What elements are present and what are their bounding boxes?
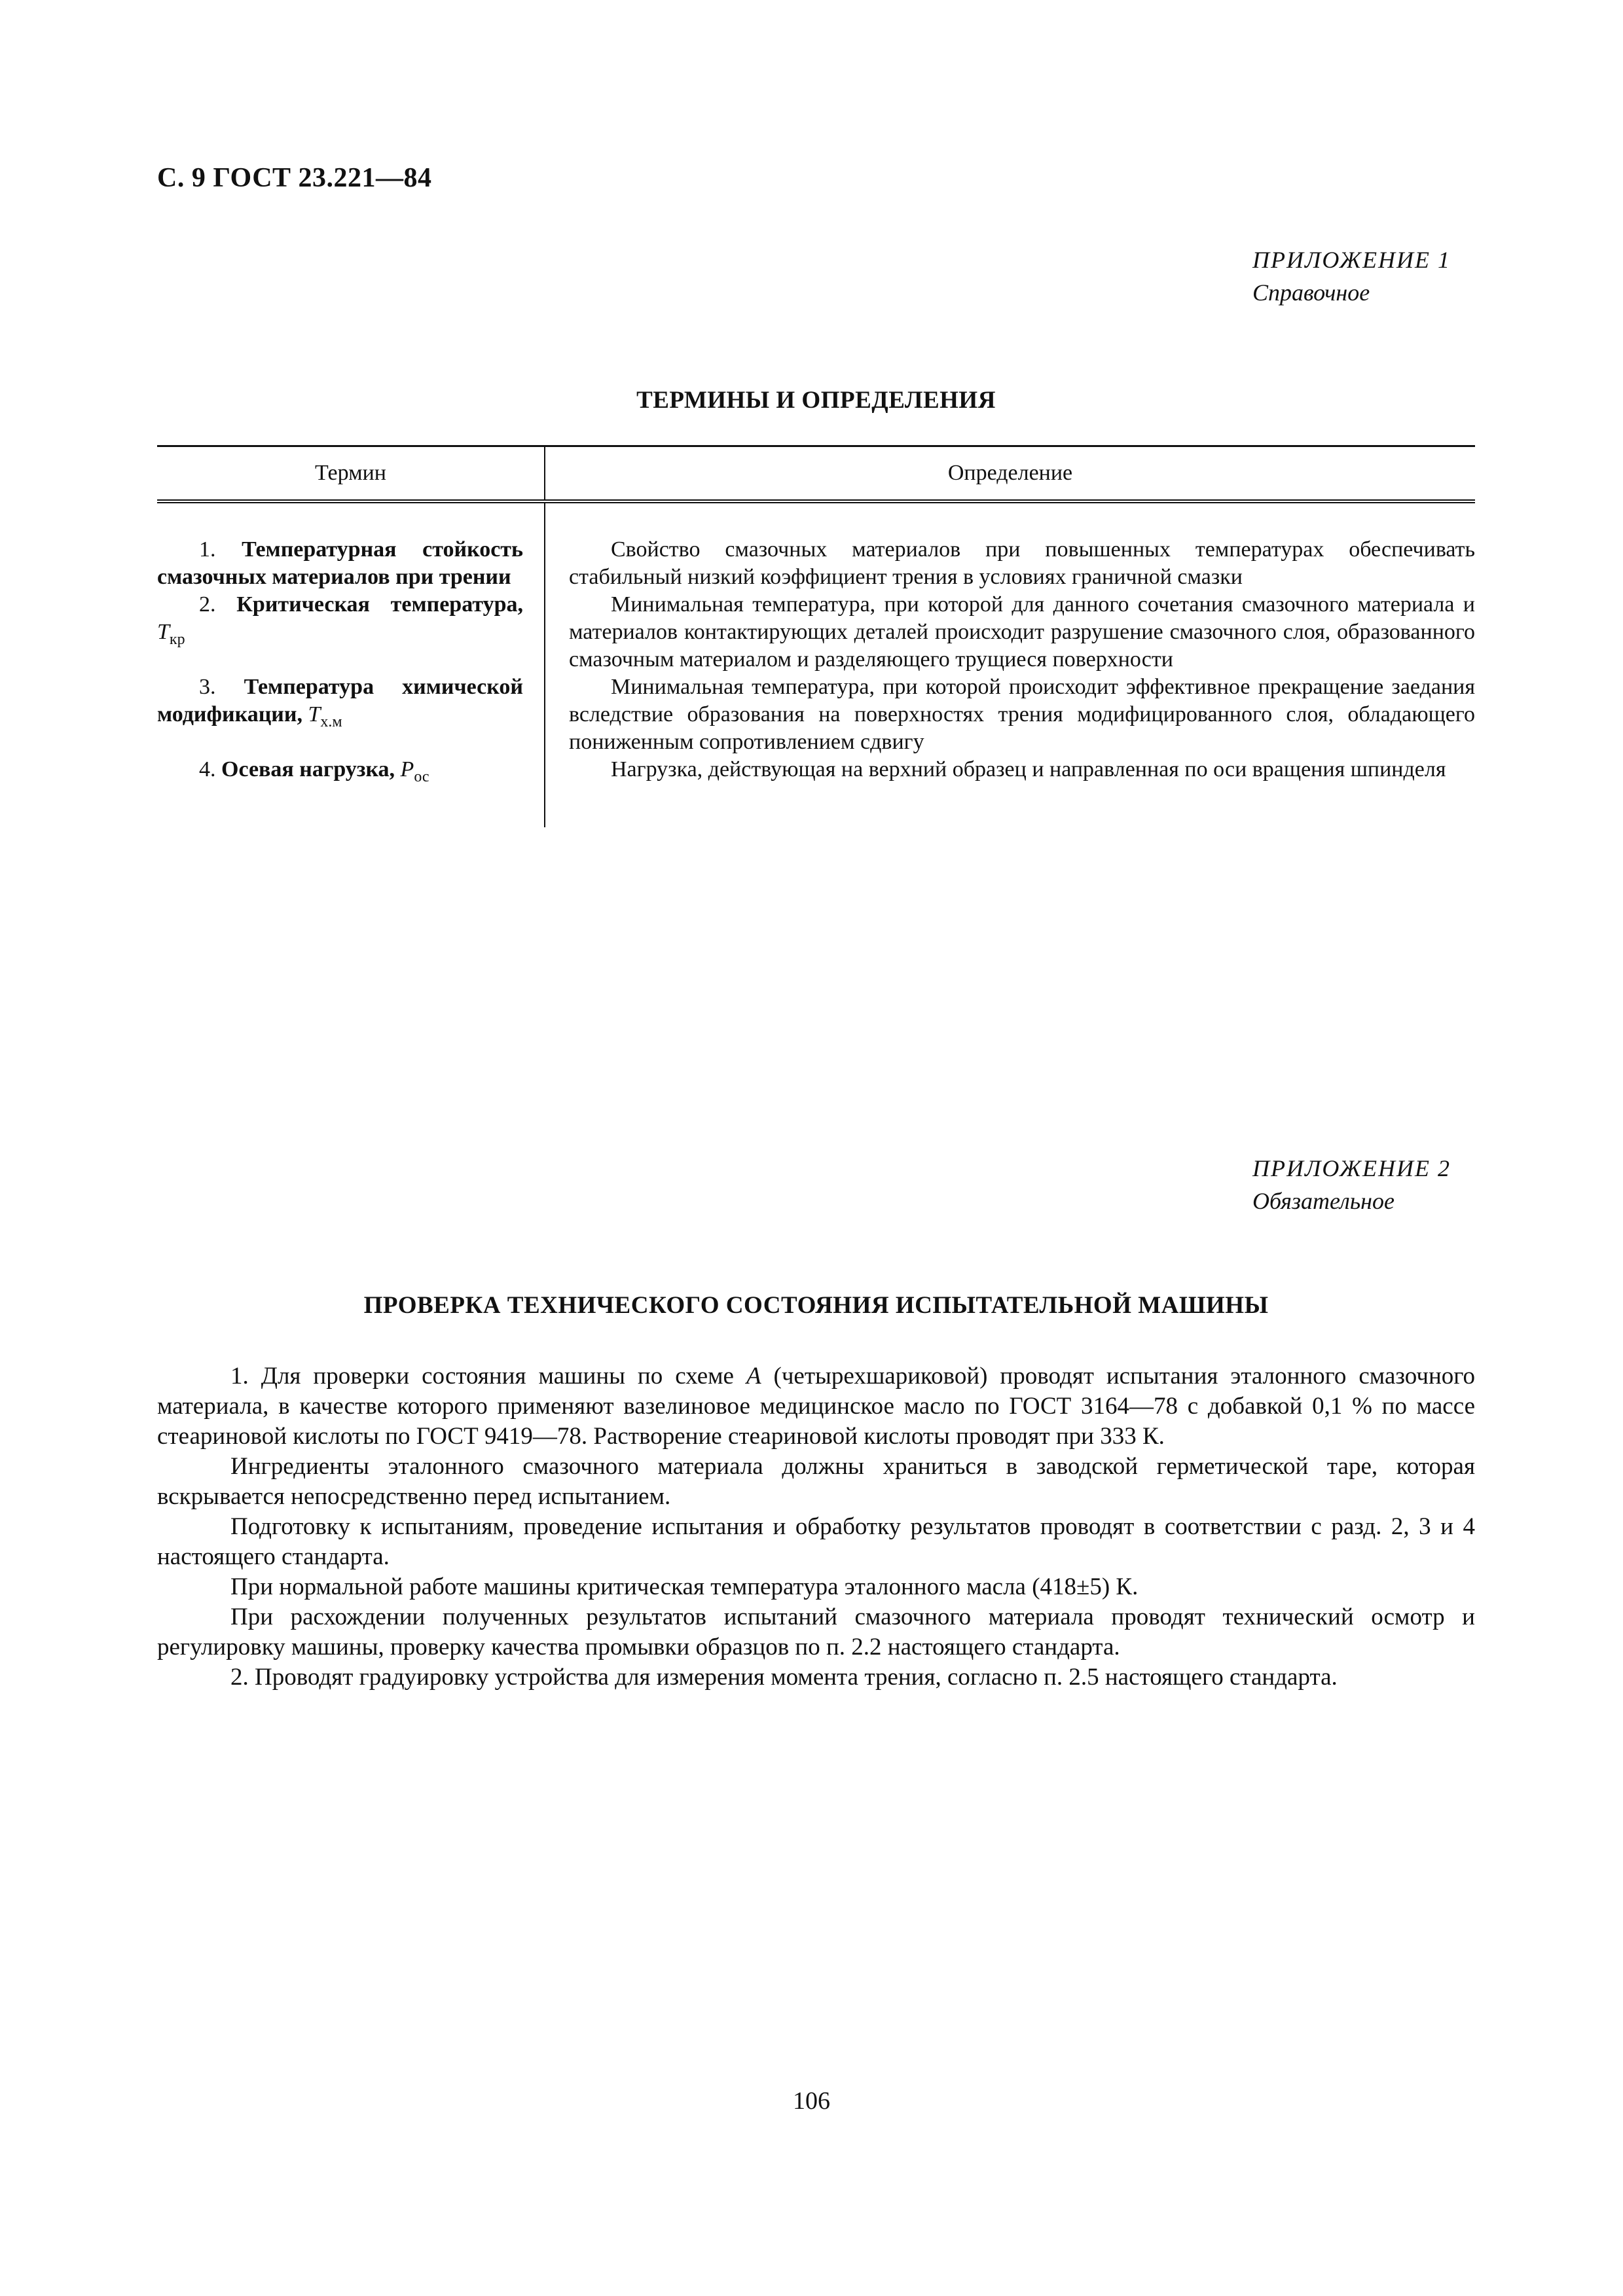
paragraph: Ингредиенты эталонного смазочного материала должны храниться в заводской герметической таре, которая вскрывается непосредственно перед испытанием.: [157, 1453, 1475, 1510]
term-symbol-subscript: х.м: [320, 713, 342, 730]
paragraph: 1. Для проверки состояния машины по схеме А (четырехшариковой) проводят испытания эталонного смазочного материала, в качестве которого применяют вазелиновое медицинское масло по ГОСТ 3164—78 с добавкой 0,1 % по массе стеариновой кислоты по ГОСТ 9419—78. Растворение стеариновой кислоты проводят при 333 К.: [157, 1363, 1475, 1450]
definition-cell: [545, 756, 1475, 827]
definition-cell: [545, 673, 1475, 756]
appendix-1-kind: Справочное: [1252, 279, 1370, 306]
appendix-1-label: ПРИЛОЖЕНИЕ 1: [1252, 247, 1451, 273]
appendix-2-label: ПРИЛОЖЕНИЕ 2: [1252, 1155, 1451, 1181]
term-cell: [157, 591, 545, 673]
definition-cell: [545, 591, 1475, 673]
term-text: Температура химической модификации,: [157, 675, 523, 726]
definition-text: Свойство смазочных материалов при повышенных температурах обеспечивать стабильный низкий коэффициент трения в условиях граничной смазки: [569, 537, 1475, 589]
definition-text: Минимальная температура, при которой происходит эффективное прекращение заедания вследствие образования на поверхностях трения модифицированного слоя, обладающего пониженным сопротивлением сдвигу: [569, 675, 1475, 754]
term-cell: [157, 501, 545, 591]
paragraph: 2. Проводят градуировку устройства для измерения момента трения, согласно п. 2.5 настоящего стандарта.: [230, 1664, 1338, 1691]
paragraph: При расхождении полученных результатов испытаний смазочного материала проводят технический осмотр и регулировку машины, проверку качества промывки образцов по п. 2.2 настоящего стандарта.: [157, 1604, 1475, 1660]
table-row: [157, 501, 1475, 591]
term-symbol-subscript: ос: [414, 768, 429, 785]
term-text: Осевая нагрузка,: [221, 757, 395, 781]
machine-check-body: [157, 1361, 1475, 1693]
machine-check-title: ПРОВЕРКА ТЕХНИЧЕСКОГО СОСТОЯНИЯ ИСПЫТАТЕЛЬНОЙ МАШИНЫ: [363, 1292, 1269, 1319]
term-cell: [157, 756, 545, 827]
definition-text: Минимальная температура, при которой для данного сочетания смазочного материала и материалов контактирующих деталей происходит разрушение смазочного слоя, образованного смазочным материалом и разделяющего трущиеся поверхности: [569, 592, 1475, 672]
column-header-definition: Определение: [545, 446, 1475, 502]
appendix-2-kind: Обязательное: [1252, 1188, 1395, 1214]
table-row: [157, 673, 1475, 756]
term-text: Температурная стойкость смазочных материалов при трении: [157, 537, 523, 589]
term-number: 4.: [199, 757, 216, 781]
term-symbol: $P_{ос}$: [400, 757, 429, 785]
page-number: 106: [793, 2087, 830, 2115]
term-symbol: $T_{кр}$: [157, 620, 185, 648]
term-symbol-subscript: кр: [169, 631, 185, 648]
table-row: [157, 591, 1475, 673]
appendix-2-label-block: [1252, 1152, 1475, 1217]
terms-title: ТЕРМИНЫ И ОПРЕДЕЛЕНИЯ: [636, 387, 996, 414]
term-number: 1.: [199, 537, 216, 562]
terms-table: [157, 445, 1475, 827]
page-header: С. 9 ГОСТ 23.221—84: [157, 163, 432, 193]
terms-table-header: [157, 446, 1475, 502]
definition-cell: [545, 501, 1475, 591]
term-number: 2.: [199, 592, 216, 617]
term-number: 3.: [199, 675, 216, 699]
term-text: Критическая температура,: [236, 592, 523, 617]
term-cell: [157, 673, 545, 756]
scheme-letter: А: [746, 1363, 761, 1390]
paragraph: При нормальной работе машины критическая температура эталонного масла (418±5) К.: [230, 1573, 1139, 1600]
column-header-term: Термин: [157, 446, 545, 502]
appendix-1-label-block: [1252, 243, 1475, 309]
definition-text: Нагрузка, действующая на верхний образец и направленная по оси вращения шпинделя: [611, 757, 1446, 781]
table-row: [157, 756, 1475, 827]
term-symbol: $T_{х.м}$: [308, 702, 342, 730]
paragraph: Подготовку к испытаниям, проведение испытания и обработку результатов проводят в соответствии с разд. 2, 3 и 4 настоящего стандарта.: [157, 1513, 1475, 1570]
